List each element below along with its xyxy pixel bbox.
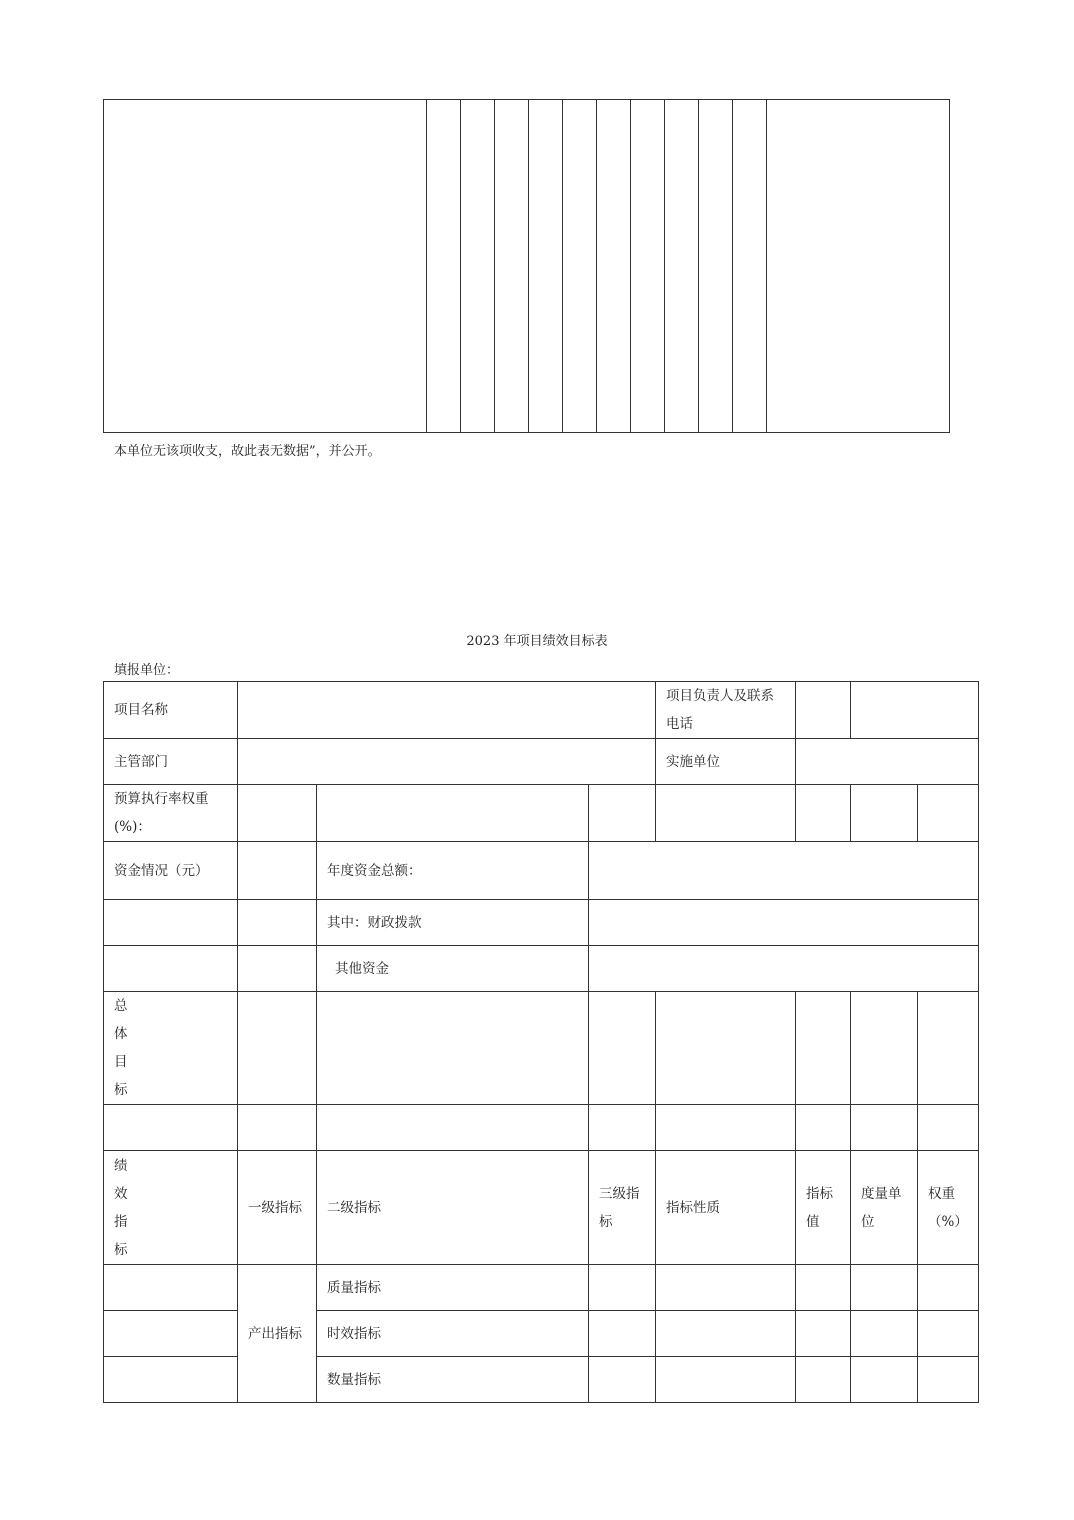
table-cell[interactable] — [851, 1357, 918, 1403]
table-cell[interactable] — [317, 1105, 589, 1151]
project-leader-value[interactable] — [796, 682, 851, 739]
measure-unit-header: 度量单位 — [851, 1151, 918, 1265]
output-indicator-label: 产出指标 — [238, 1265, 317, 1403]
table-row — [104, 1357, 979, 1403]
impl-unit-label: 实施单位 — [656, 739, 796, 785]
table-cell[interactable] — [656, 1357, 796, 1403]
reporting-unit-label: 填报单位： — [114, 663, 180, 678]
value-header: 指标值 — [796, 1151, 851, 1265]
timeliness-indicator-label: 时效指标 — [317, 1311, 589, 1357]
annual-total-value[interactable] — [589, 842, 979, 900]
table-cell[interactable] — [589, 1357, 656, 1403]
annual-total-label: 年度资金总额： — [317, 842, 589, 900]
table-cell — [238, 900, 317, 946]
empty-expense-table — [103, 99, 950, 433]
table-cell[interactable] — [796, 992, 851, 1105]
table-cell[interactable] — [589, 1105, 656, 1151]
table-cell — [665, 100, 699, 433]
table-cell[interactable] — [589, 785, 656, 842]
table-cell — [104, 1357, 238, 1403]
table-cell — [104, 900, 238, 946]
table-cell[interactable] — [918, 992, 979, 1105]
level3-header: 三级指标 — [589, 1151, 656, 1265]
fiscal-value[interactable] — [589, 900, 979, 946]
table-cell[interactable] — [796, 1105, 851, 1151]
table-row — [104, 992, 979, 1105]
performance-goal-table — [103, 681, 979, 1403]
overall-goal-char: 标 — [114, 1082, 128, 1098]
table-cell[interactable] — [796, 1265, 851, 1311]
quality-indicator-label: 质量指标 — [317, 1265, 589, 1311]
table-row — [104, 1265, 979, 1311]
level1-header: 一级指标 — [238, 1151, 317, 1265]
table-cell[interactable] — [851, 1105, 918, 1151]
table-cell[interactable] — [589, 1311, 656, 1357]
table-cell — [427, 100, 461, 433]
table-row — [104, 1151, 979, 1265]
table-cell[interactable] — [238, 785, 317, 842]
table-cell — [529, 100, 563, 433]
table-cell — [631, 100, 665, 433]
fiscal-label: 其中：财政拨款 — [317, 900, 589, 946]
impl-unit-value[interactable] — [796, 739, 979, 785]
perf-indicator-char: 标 — [114, 1241, 128, 1258]
table-cell — [104, 946, 238, 992]
perf-indicator-char: 效 — [114, 1185, 128, 1202]
table-row — [104, 739, 979, 785]
project-leader-label: 项目负责人及联系电话 — [656, 682, 796, 739]
table-cell[interactable] — [238, 992, 317, 1105]
level2-header: 二级指标 — [317, 1151, 589, 1265]
overall-goal-char: 目 — [114, 1054, 128, 1070]
table-row — [104, 1105, 979, 1151]
overall-goal-char: 体 — [114, 1026, 128, 1042]
overall-goal-label — [104, 992, 238, 1105]
table-cell[interactable] — [656, 1105, 796, 1151]
table-cell — [238, 946, 317, 992]
table-cell[interactable] — [918, 785, 979, 842]
dept-label: 主管部门 — [104, 739, 238, 785]
table-cell[interactable] — [238, 1105, 317, 1151]
table-cell[interactable] — [918, 1105, 979, 1151]
budget-rate-label: 预算执行率权重(%)： — [104, 785, 238, 842]
table-cell[interactable] — [656, 992, 796, 1105]
table-cell — [733, 100, 767, 433]
fund-label: 资金情况（元） — [104, 842, 238, 900]
project-name-value[interactable] — [238, 682, 656, 739]
table-cell — [699, 100, 733, 433]
no-data-note: 本单位无该项收支，故此表无数据”，并公开。 — [114, 444, 381, 459]
perf-indicator-char: 指 — [114, 1213, 128, 1230]
table-cell[interactable] — [796, 1311, 851, 1357]
table-cell — [104, 1265, 238, 1311]
table-row — [104, 842, 979, 900]
table-row — [104, 946, 979, 992]
table-cell[interactable] — [918, 1357, 979, 1403]
table-cell — [597, 100, 631, 433]
table-cell[interactable] — [851, 992, 918, 1105]
weight-header: 权重（%） — [918, 1151, 979, 1265]
dept-value[interactable] — [238, 739, 656, 785]
table-cell[interactable] — [656, 785, 796, 842]
table-cell[interactable] — [317, 785, 589, 842]
table-cell[interactable] — [317, 992, 589, 1105]
table-cell[interactable] — [796, 785, 851, 842]
other-fund-value[interactable] — [589, 946, 979, 992]
table-cell — [238, 842, 317, 900]
table-cell[interactable] — [851, 785, 918, 842]
table-cell — [461, 100, 495, 433]
table-cell[interactable] — [851, 1311, 918, 1357]
table-row — [104, 785, 979, 842]
table-cell — [495, 100, 529, 433]
table-cell[interactable] — [656, 1311, 796, 1357]
table-cell — [563, 100, 597, 433]
page-title: 2023 年项目绩效目标表 — [466, 634, 608, 649]
quantity-indicator-label: 数量指标 — [317, 1357, 589, 1403]
nature-header: 指标性质 — [656, 1151, 796, 1265]
table-cell — [104, 1311, 238, 1357]
perf-indicator-label — [104, 1151, 238, 1265]
table-cell[interactable] — [589, 992, 656, 1105]
contact-phone-value[interactable] — [851, 682, 979, 739]
table-row — [104, 682, 979, 739]
table-cell — [104, 100, 427, 433]
table-cell[interactable] — [104, 1105, 238, 1151]
table-cell[interactable] — [851, 1265, 918, 1311]
overall-goal-char: 总 — [114, 998, 128, 1014]
table-cell[interactable] — [918, 1265, 979, 1311]
other-fund-label: 其他资金 — [317, 946, 589, 992]
table-cell[interactable] — [796, 1357, 851, 1403]
project-name-label: 项目名称 — [104, 682, 238, 739]
table-cell[interactable] — [918, 1311, 979, 1357]
table-cell[interactable] — [589, 1265, 656, 1311]
table-row — [104, 1311, 979, 1357]
table-row — [104, 900, 979, 946]
table-cell — [767, 100, 950, 433]
perf-indicator-char: 绩 — [114, 1157, 128, 1174]
table-cell[interactable] — [656, 1265, 796, 1311]
